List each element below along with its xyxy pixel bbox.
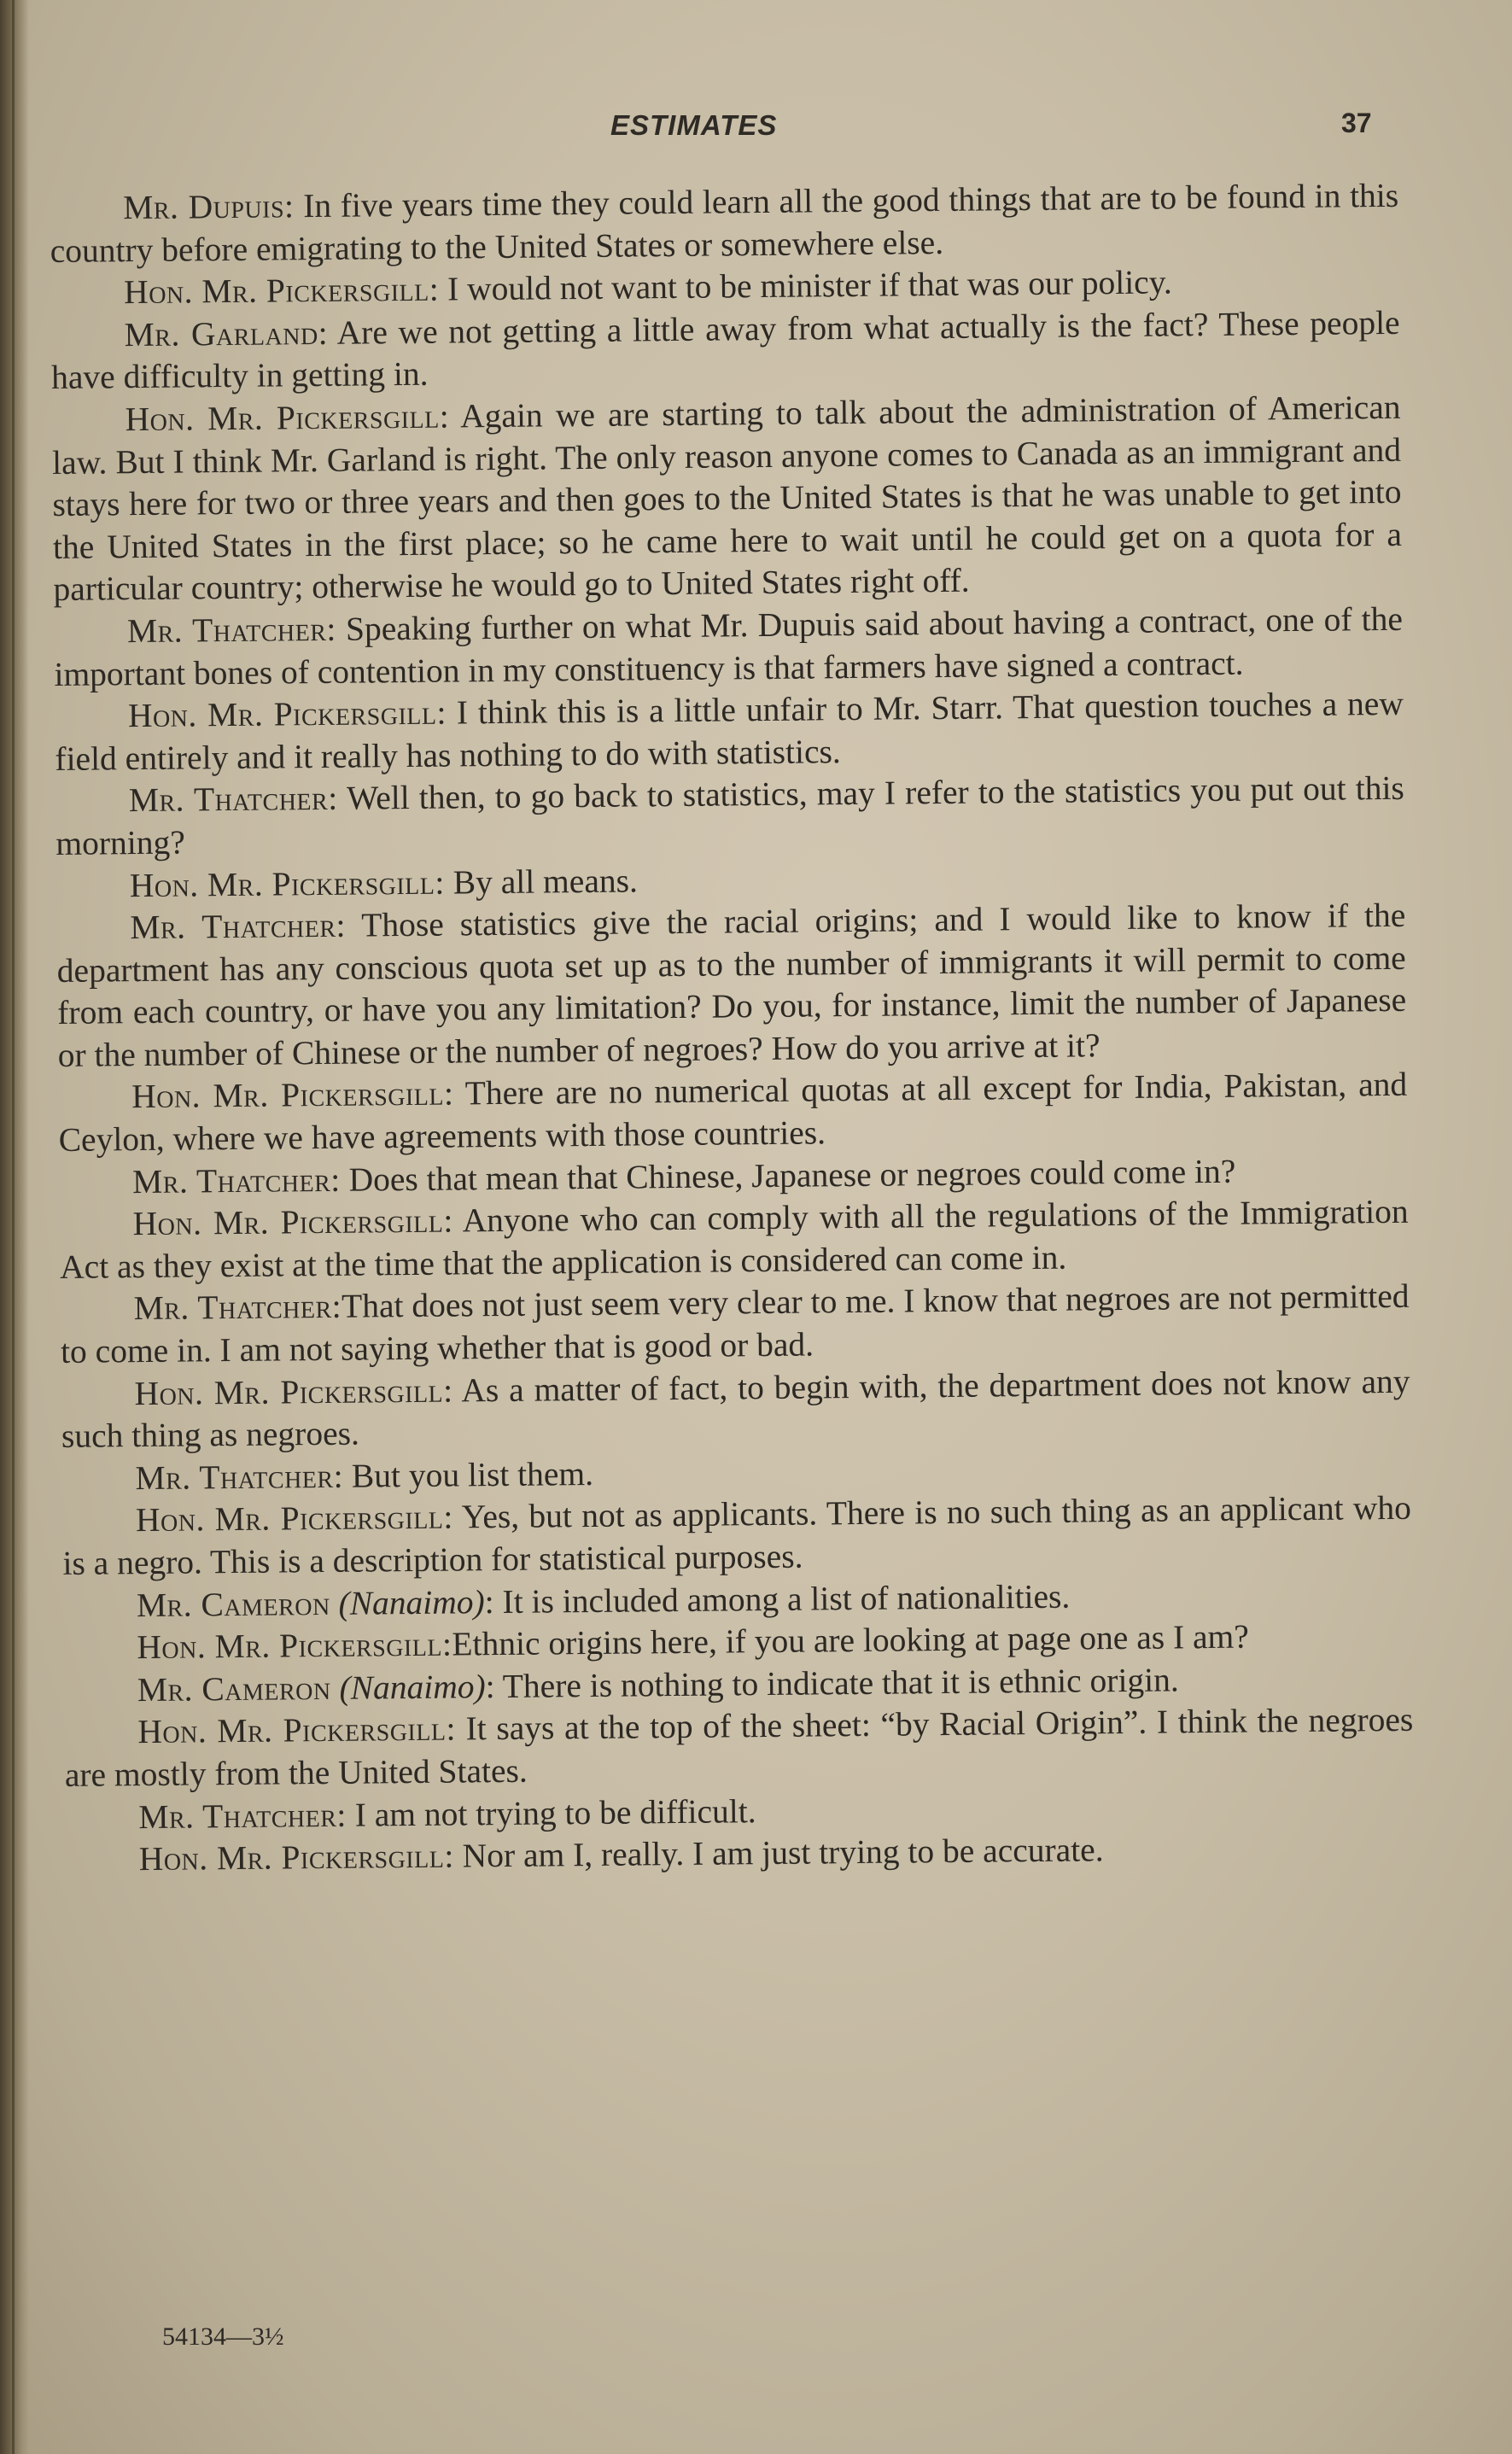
speaker-name: Hon. Mr. Pickersgill:: [127, 693, 447, 735]
paragraph-text: I would not want to be minister if that was our policy.: [438, 263, 1172, 308]
speaker-name: Mr. Thatcher:: [126, 610, 337, 651]
speaker-riding: (Nanaimo): [338, 1582, 485, 1622]
speaker-name: Hon. Mr. Pickersgill:: [138, 1837, 455, 1878]
paragraph-text: Those statistics give the racial origins; and I would like to know if the department has any conscious quota set up as to the number of immigrants it will permit to come from each country, or have you any limitation? Do you, for instance, limit the number of Japanese or the number of Chinese or the number of negroes? How do you arrive at it?: [56, 896, 1407, 1074]
paragraph-text: Yes, but not as applicants. There is no such thing as an applicant who is a negro. This is a description for statistical purposes.: [62, 1489, 1412, 1582]
page-number: 37: [1341, 108, 1372, 138]
page-header: [0, 109, 1512, 152]
speaker-name: Hon. Mr. Pickersgill:: [137, 1625, 452, 1667]
speaker-name: Mr. Cameron: [136, 1584, 330, 1624]
paragraph-text: There is nothing to indicate that it is ethnic origin.: [494, 1661, 1179, 1705]
running-head: ESTIMATES: [610, 109, 778, 141]
speaker-name: Hon. Mr. Pickersgill:: [131, 1074, 454, 1116]
paragraph: [55, 683, 1404, 780]
paragraph-text: But you list them.: [342, 1454, 594, 1495]
binding-line: [12, 0, 15, 2454]
speaker-name: Mr. Dupuis:: [123, 187, 295, 227]
paragraph-text: Nor am I, really. I am just trying to be accurate.: [453, 1831, 1104, 1875]
paragraph-text: In five years time they could learn all the good things that are to be found in this country before emigrating to the United States or somewhere else.: [50, 176, 1399, 270]
speaker-name: Mr. Thatcher:: [135, 1457, 344, 1497]
speaker-name: Hon. Mr. Pickersgill:: [125, 397, 450, 439]
paragraph: [64, 1699, 1414, 1797]
paragraph-text: There are no numerical quotas at all except for India, Pakistan, and Ceylon, where we have agreements with those countries.: [58, 1066, 1408, 1160]
speaker-riding: (Nanaimo): [339, 1667, 486, 1707]
speaker-name: Hon. Mr. Pickersgill:: [137, 1709, 457, 1751]
paragraph-text: I am not trying to be difficult.: [346, 1791, 756, 1834]
paragraph: [51, 387, 1402, 611]
speaker-name: Hon. Mr. Pickersgill:: [123, 270, 440, 312]
paragraph: [54, 599, 1404, 696]
paragraph-text: Speaking further on what Mr. Dupuis said about having a contract, one of the important bones of contention in my constituency is that farmers have signed a contract.: [54, 599, 1404, 693]
paragraph-text: Anyone who can comply with all the regulations of the Immigration Act as they exist at the time that the application is considered can come in.: [59, 1193, 1409, 1286]
paragraph: [59, 1191, 1409, 1288]
paragraph-text: Again we are starting to talk about the administration of American law. But I think Mr. Garland is right. The only reason anyone comes to Canada as an immigrant and stays here for two or three years and then goes to the United States is that he was unable to get into the United States in the first place; so he came here to wait until he could get on a quota for a particular country; otherwise he would go to United States right off.: [51, 388, 1403, 609]
speaker-name: Hon. Mr. Pickersgill:: [132, 1201, 454, 1243]
paragraph-text: It says at the top of the sheet: “by Racial Origin”. I think the negroes are mostly from the United States.: [64, 1701, 1414, 1794]
paragraph: [60, 1276, 1410, 1373]
speaker-name: Mr. Thatcher:: [133, 1288, 342, 1328]
paragraph-text: That does not just seem very clear to me. I know that negroes are not permitted to come in. I am not saying whether that is good or bad.: [60, 1277, 1410, 1370]
paragraph: [50, 302, 1400, 400]
printer-signature-mark: 54134—3½: [162, 2323, 284, 2351]
paragraph-text: Ethnic origins here, if you are looking at page one as I am?: [452, 1617, 1250, 1663]
speaker-name: Mr. Thatcher:: [131, 1160, 341, 1201]
paragraph-text: As a matter of fact, to begin with, the department does not know any such thing as negroes.: [61, 1362, 1410, 1456]
speaker-name: Mr. Thatcher:: [138, 1796, 347, 1836]
speaker-name: Mr. Garland:: [124, 313, 329, 353]
speaker-name: Hon. Mr. Pickersgill:: [129, 863, 446, 904]
paragraph: [62, 1487, 1412, 1585]
page-binding-shadow: [0, 0, 29, 2454]
speaker-colon: :: [484, 1582, 494, 1621]
paragraph-text: Well then, to go back to statistics, may I refer to the statistics you put out this morning?: [55, 769, 1405, 862]
speaker-name: Mr. Cameron: [137, 1668, 331, 1709]
paragraph-text: By all means.: [444, 861, 639, 902]
paragraph-text: Does that mean that Chinese, Japanese or negroes could come in?: [340, 1152, 1236, 1199]
paragraph: [50, 175, 1399, 272]
speaker-name: Hon. Mr. Pickersgill:: [134, 1371, 453, 1412]
paragraph: [55, 768, 1405, 865]
paragraph-text: It is included among a list of nationalities.: [493, 1577, 1071, 1621]
paragraph-text: I think this is a little unfair to Mr. Starr. That question touches a new field entirely and it really has nothing to do with statistics.: [55, 684, 1404, 778]
speaker-name: Hon. Mr. Pickersgill:: [135, 1498, 454, 1540]
speaker-colon: :: [485, 1667, 495, 1705]
paragraph: [58, 1064, 1408, 1161]
speaker-name: Mr. Thatcher:: [130, 906, 347, 947]
paragraph-text: Are we not getting a little away from what actually is the fact? These people have difficulty in getting in.: [50, 303, 1400, 397]
transcript-body: [50, 175, 1415, 1882]
speaker-name: Mr. Thatcher:: [128, 780, 338, 820]
paragraph: [56, 895, 1407, 1078]
paragraph: [61, 1360, 1410, 1458]
